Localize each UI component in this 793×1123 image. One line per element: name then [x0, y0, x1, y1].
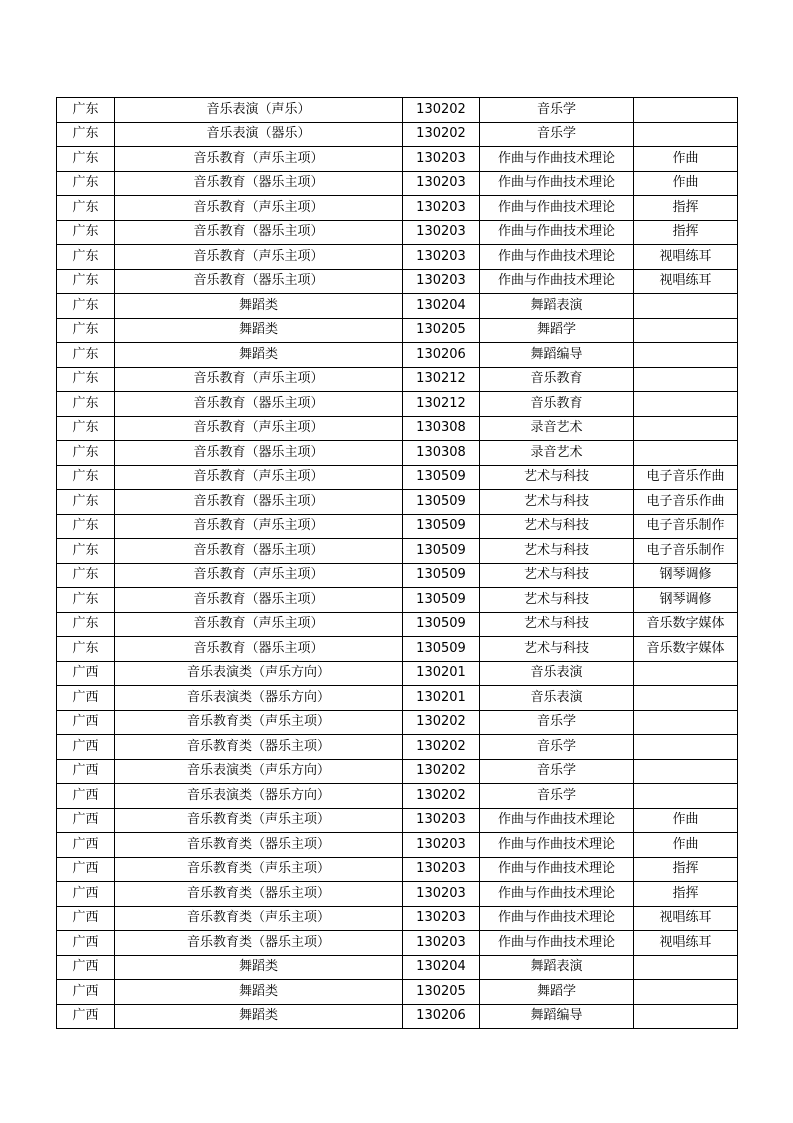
- direction-cell: [634, 710, 738, 735]
- category-cell: 音乐教育（器乐主项）: [115, 441, 403, 466]
- major-name-cell: 艺术与科技: [480, 563, 634, 588]
- category-cell: 音乐教育类（器乐主项）: [115, 833, 403, 858]
- direction-cell: [634, 98, 738, 123]
- major-name-cell: 作曲与作曲技术理论: [480, 220, 634, 245]
- province-cell: 广西: [57, 784, 115, 809]
- direction-cell: [634, 416, 738, 441]
- category-cell: 音乐教育（器乐主项）: [115, 637, 403, 662]
- table-row: [57, 441, 738, 466]
- table-row: [57, 686, 738, 711]
- direction-cell: [634, 343, 738, 368]
- major-code-cell: 130206: [403, 1004, 480, 1029]
- province-cell: 广西: [57, 906, 115, 931]
- category-cell: 音乐教育（器乐主项）: [115, 392, 403, 417]
- major-code-cell: 130205: [403, 318, 480, 343]
- table-row: [57, 367, 738, 392]
- direction-cell: [634, 318, 738, 343]
- province-cell: 广西: [57, 808, 115, 833]
- table-row: [57, 980, 738, 1005]
- table-row: [57, 196, 738, 221]
- table-row: [57, 637, 738, 662]
- table-body: [57, 98, 738, 1029]
- major-name-cell: 录音艺术: [480, 441, 634, 466]
- direction-cell: [634, 759, 738, 784]
- category-cell: 音乐教育类（声乐主项）: [115, 710, 403, 735]
- major-code-cell: 130509: [403, 588, 480, 613]
- major-code-cell: 130204: [403, 955, 480, 980]
- major-code-cell: 130202: [403, 735, 480, 760]
- category-cell: 音乐教育类（器乐主项）: [115, 931, 403, 956]
- major-name-cell: 作曲与作曲技术理论: [480, 171, 634, 196]
- category-cell: 舞蹈类: [115, 294, 403, 319]
- major-name-cell: 音乐表演: [480, 661, 634, 686]
- major-name-cell: 作曲与作曲技术理论: [480, 931, 634, 956]
- direction-cell: 指挥: [634, 857, 738, 882]
- direction-cell: 电子音乐制作: [634, 539, 738, 564]
- direction-cell: [634, 784, 738, 809]
- major-name-cell: 艺术与科技: [480, 539, 634, 564]
- direction-cell: 音乐数字媒体: [634, 612, 738, 637]
- province-cell: 广西: [57, 980, 115, 1005]
- major-name-cell: 舞蹈学: [480, 980, 634, 1005]
- category-cell: 音乐教育（声乐主项）: [115, 514, 403, 539]
- direction-cell: [634, 661, 738, 686]
- table-row: [57, 465, 738, 490]
- major-name-cell: 艺术与科技: [480, 514, 634, 539]
- major-code-cell: 130203: [403, 220, 480, 245]
- table-row: [57, 1004, 738, 1029]
- category-cell: 音乐教育类（器乐主项）: [115, 882, 403, 907]
- province-cell: 广东: [57, 392, 115, 417]
- table-row: [57, 931, 738, 956]
- province-cell: 广东: [57, 220, 115, 245]
- province-cell: 广西: [57, 857, 115, 882]
- table-row: [57, 220, 738, 245]
- direction-cell: 电子音乐制作: [634, 514, 738, 539]
- major-code-cell: 130202: [403, 784, 480, 809]
- major-code-cell: 130202: [403, 98, 480, 123]
- table-row: [57, 318, 738, 343]
- major-name-cell: 音乐学: [480, 759, 634, 784]
- table-row: [57, 857, 738, 882]
- major-code-cell: 130203: [403, 147, 480, 172]
- major-name-cell: 作曲与作曲技术理论: [480, 196, 634, 221]
- major-name-cell: 舞蹈表演: [480, 955, 634, 980]
- category-cell: 音乐表演（声乐）: [115, 98, 403, 123]
- category-cell: 音乐表演（器乐）: [115, 122, 403, 147]
- table-row: [57, 661, 738, 686]
- province-cell: 广东: [57, 612, 115, 637]
- table-row: [57, 808, 738, 833]
- province-cell: 广东: [57, 98, 115, 123]
- major-name-cell: 音乐表演: [480, 686, 634, 711]
- category-cell: 音乐教育（器乐主项）: [115, 539, 403, 564]
- category-cell: 音乐教育（声乐主项）: [115, 196, 403, 221]
- table-row: [57, 955, 738, 980]
- table-row: [57, 98, 738, 123]
- major-code-cell: 130203: [403, 931, 480, 956]
- direction-cell: 指挥: [634, 196, 738, 221]
- major-name-cell: 音乐学: [480, 98, 634, 123]
- category-cell: 音乐表演类（器乐方向）: [115, 784, 403, 809]
- major-name-cell: 舞蹈学: [480, 318, 634, 343]
- major-code-cell: 130308: [403, 416, 480, 441]
- direction-cell: 指挥: [634, 220, 738, 245]
- category-cell: 音乐教育类（声乐主项）: [115, 906, 403, 931]
- direction-cell: [634, 980, 738, 1005]
- category-cell: 音乐教育（声乐主项）: [115, 416, 403, 441]
- table-row: [57, 563, 738, 588]
- table-row: [57, 147, 738, 172]
- province-cell: 广东: [57, 563, 115, 588]
- category-cell: 音乐表演类（声乐方向）: [115, 661, 403, 686]
- table-row: [57, 122, 738, 147]
- major-code-cell: 130203: [403, 245, 480, 270]
- table-row: [57, 392, 738, 417]
- major-code-cell: 130203: [403, 906, 480, 931]
- category-cell: 音乐表演类（声乐方向）: [115, 759, 403, 784]
- major-code-cell: 130202: [403, 710, 480, 735]
- major-code-cell: 130203: [403, 833, 480, 858]
- province-cell: 广东: [57, 588, 115, 613]
- table-row: [57, 882, 738, 907]
- category-cell: 音乐教育（器乐主项）: [115, 171, 403, 196]
- direction-cell: 作曲: [634, 171, 738, 196]
- major-name-cell: 作曲与作曲技术理论: [480, 833, 634, 858]
- province-cell: 广东: [57, 637, 115, 662]
- category-cell: 音乐教育（器乐主项）: [115, 269, 403, 294]
- major-code-cell: 130509: [403, 637, 480, 662]
- direction-cell: 作曲: [634, 808, 738, 833]
- province-cell: 广东: [57, 441, 115, 466]
- major-name-cell: 音乐教育: [480, 367, 634, 392]
- major-code-cell: 130509: [403, 514, 480, 539]
- province-cell: 广东: [57, 416, 115, 441]
- table-row: [57, 710, 738, 735]
- major-code-cell: 130203: [403, 171, 480, 196]
- major-code-cell: 130204: [403, 294, 480, 319]
- major-name-cell: 作曲与作曲技术理论: [480, 147, 634, 172]
- province-cell: 广西: [57, 735, 115, 760]
- province-cell: 广东: [57, 294, 115, 319]
- major-name-cell: 音乐学: [480, 710, 634, 735]
- major-name-cell: 作曲与作曲技术理论: [480, 906, 634, 931]
- province-cell: 广东: [57, 465, 115, 490]
- majors-table: [56, 97, 738, 1029]
- major-name-cell: 作曲与作曲技术理论: [480, 245, 634, 270]
- direction-cell: [634, 735, 738, 760]
- major-code-cell: 130203: [403, 269, 480, 294]
- direction-cell: 视唱练耳: [634, 245, 738, 270]
- province-cell: 广西: [57, 759, 115, 784]
- table-row: [57, 539, 738, 564]
- direction-cell: [634, 367, 738, 392]
- table-row: [57, 833, 738, 858]
- direction-cell: 作曲: [634, 833, 738, 858]
- major-name-cell: 作曲与作曲技术理论: [480, 269, 634, 294]
- table-row: [57, 490, 738, 515]
- category-cell: 舞蹈类: [115, 318, 403, 343]
- province-cell: 广西: [57, 882, 115, 907]
- table-row: [57, 416, 738, 441]
- category-cell: 音乐教育（器乐主项）: [115, 490, 403, 515]
- table-row: [57, 171, 738, 196]
- category-cell: 音乐教育（声乐主项）: [115, 465, 403, 490]
- major-code-cell: 130205: [403, 980, 480, 1005]
- major-name-cell: 艺术与科技: [480, 588, 634, 613]
- table-row: [57, 514, 738, 539]
- province-cell: 广东: [57, 269, 115, 294]
- category-cell: 音乐表演类（器乐方向）: [115, 686, 403, 711]
- major-code-cell: 130202: [403, 122, 480, 147]
- province-cell: 广东: [57, 171, 115, 196]
- province-cell: 广东: [57, 318, 115, 343]
- category-cell: 音乐教育类（器乐主项）: [115, 735, 403, 760]
- major-name-cell: 舞蹈编导: [480, 343, 634, 368]
- direction-cell: [634, 1004, 738, 1029]
- table-row: [57, 784, 738, 809]
- major-code-cell: 130203: [403, 882, 480, 907]
- major-name-cell: 音乐学: [480, 784, 634, 809]
- category-cell: 音乐教育（器乐主项）: [115, 220, 403, 245]
- direction-cell: 电子音乐作曲: [634, 490, 738, 515]
- province-cell: 广西: [57, 710, 115, 735]
- category-cell: 音乐教育类（声乐主项）: [115, 808, 403, 833]
- category-cell: 舞蹈类: [115, 1004, 403, 1029]
- major-name-cell: 艺术与科技: [480, 490, 634, 515]
- table-row: [57, 294, 738, 319]
- major-name-cell: 音乐学: [480, 122, 634, 147]
- major-name-cell: 作曲与作曲技术理论: [480, 808, 634, 833]
- province-cell: 广东: [57, 367, 115, 392]
- category-cell: 舞蹈类: [115, 343, 403, 368]
- category-cell: 音乐教育（声乐主项）: [115, 245, 403, 270]
- province-cell: 广东: [57, 514, 115, 539]
- major-name-cell: 作曲与作曲技术理论: [480, 882, 634, 907]
- major-name-cell: 作曲与作曲技术理论: [480, 857, 634, 882]
- table-row: [57, 906, 738, 931]
- direction-cell: [634, 392, 738, 417]
- major-code-cell: 130509: [403, 563, 480, 588]
- province-cell: 广东: [57, 343, 115, 368]
- province-cell: 广东: [57, 539, 115, 564]
- major-name-cell: 艺术与科技: [480, 465, 634, 490]
- major-code-cell: 130201: [403, 686, 480, 711]
- major-code-cell: 130509: [403, 612, 480, 637]
- category-cell: 音乐教育（声乐主项）: [115, 367, 403, 392]
- table-row: [57, 759, 738, 784]
- major-name-cell: 艺术与科技: [480, 612, 634, 637]
- major-name-cell: 音乐教育: [480, 392, 634, 417]
- major-name-cell: 艺术与科技: [480, 637, 634, 662]
- table-row: [57, 269, 738, 294]
- major-code-cell: 130212: [403, 367, 480, 392]
- direction-cell: 电子音乐作曲: [634, 465, 738, 490]
- major-name-cell: 录音艺术: [480, 416, 634, 441]
- direction-cell: [634, 955, 738, 980]
- table-row: [57, 612, 738, 637]
- province-cell: 广西: [57, 931, 115, 956]
- direction-cell: 指挥: [634, 882, 738, 907]
- major-name-cell: 舞蹈编导: [480, 1004, 634, 1029]
- major-code-cell: 130509: [403, 539, 480, 564]
- category-cell: 音乐教育（声乐主项）: [115, 612, 403, 637]
- table-row: [57, 245, 738, 270]
- major-code-cell: 130509: [403, 465, 480, 490]
- province-cell: 广西: [57, 955, 115, 980]
- direction-cell: 视唱练耳: [634, 906, 738, 931]
- direction-cell: [634, 686, 738, 711]
- table-row: [57, 588, 738, 613]
- major-code-cell: 130206: [403, 343, 480, 368]
- province-cell: 广东: [57, 490, 115, 515]
- category-cell: 音乐教育（声乐主项）: [115, 147, 403, 172]
- direction-cell: 音乐数字媒体: [634, 637, 738, 662]
- major-code-cell: 130203: [403, 196, 480, 221]
- table-row: [57, 735, 738, 760]
- province-cell: 广东: [57, 147, 115, 172]
- major-code-cell: 130203: [403, 857, 480, 882]
- direction-cell: [634, 122, 738, 147]
- province-cell: 广西: [57, 686, 115, 711]
- category-cell: 舞蹈类: [115, 980, 403, 1005]
- major-name-cell: 音乐学: [480, 735, 634, 760]
- province-cell: 广东: [57, 122, 115, 147]
- direction-cell: 视唱练耳: [634, 931, 738, 956]
- major-code-cell: 130212: [403, 392, 480, 417]
- direction-cell: [634, 441, 738, 466]
- major-code-cell: 130202: [403, 759, 480, 784]
- category-cell: 音乐教育（器乐主项）: [115, 588, 403, 613]
- direction-cell: 钢琴调修: [634, 563, 738, 588]
- major-code-cell: 130308: [403, 441, 480, 466]
- major-code-cell: 130201: [403, 661, 480, 686]
- major-code-cell: 130203: [403, 808, 480, 833]
- category-cell: 舞蹈类: [115, 955, 403, 980]
- direction-cell: [634, 294, 738, 319]
- direction-cell: 视唱练耳: [634, 269, 738, 294]
- category-cell: 音乐教育（声乐主项）: [115, 563, 403, 588]
- direction-cell: 钢琴调修: [634, 588, 738, 613]
- province-cell: 广西: [57, 661, 115, 686]
- major-code-cell: 130509: [403, 490, 480, 515]
- province-cell: 广西: [57, 1004, 115, 1029]
- province-cell: 广西: [57, 833, 115, 858]
- category-cell: 音乐教育类（声乐主项）: [115, 857, 403, 882]
- table-row: [57, 343, 738, 368]
- major-name-cell: 舞蹈表演: [480, 294, 634, 319]
- province-cell: 广东: [57, 196, 115, 221]
- direction-cell: 作曲: [634, 147, 738, 172]
- province-cell: 广东: [57, 245, 115, 270]
